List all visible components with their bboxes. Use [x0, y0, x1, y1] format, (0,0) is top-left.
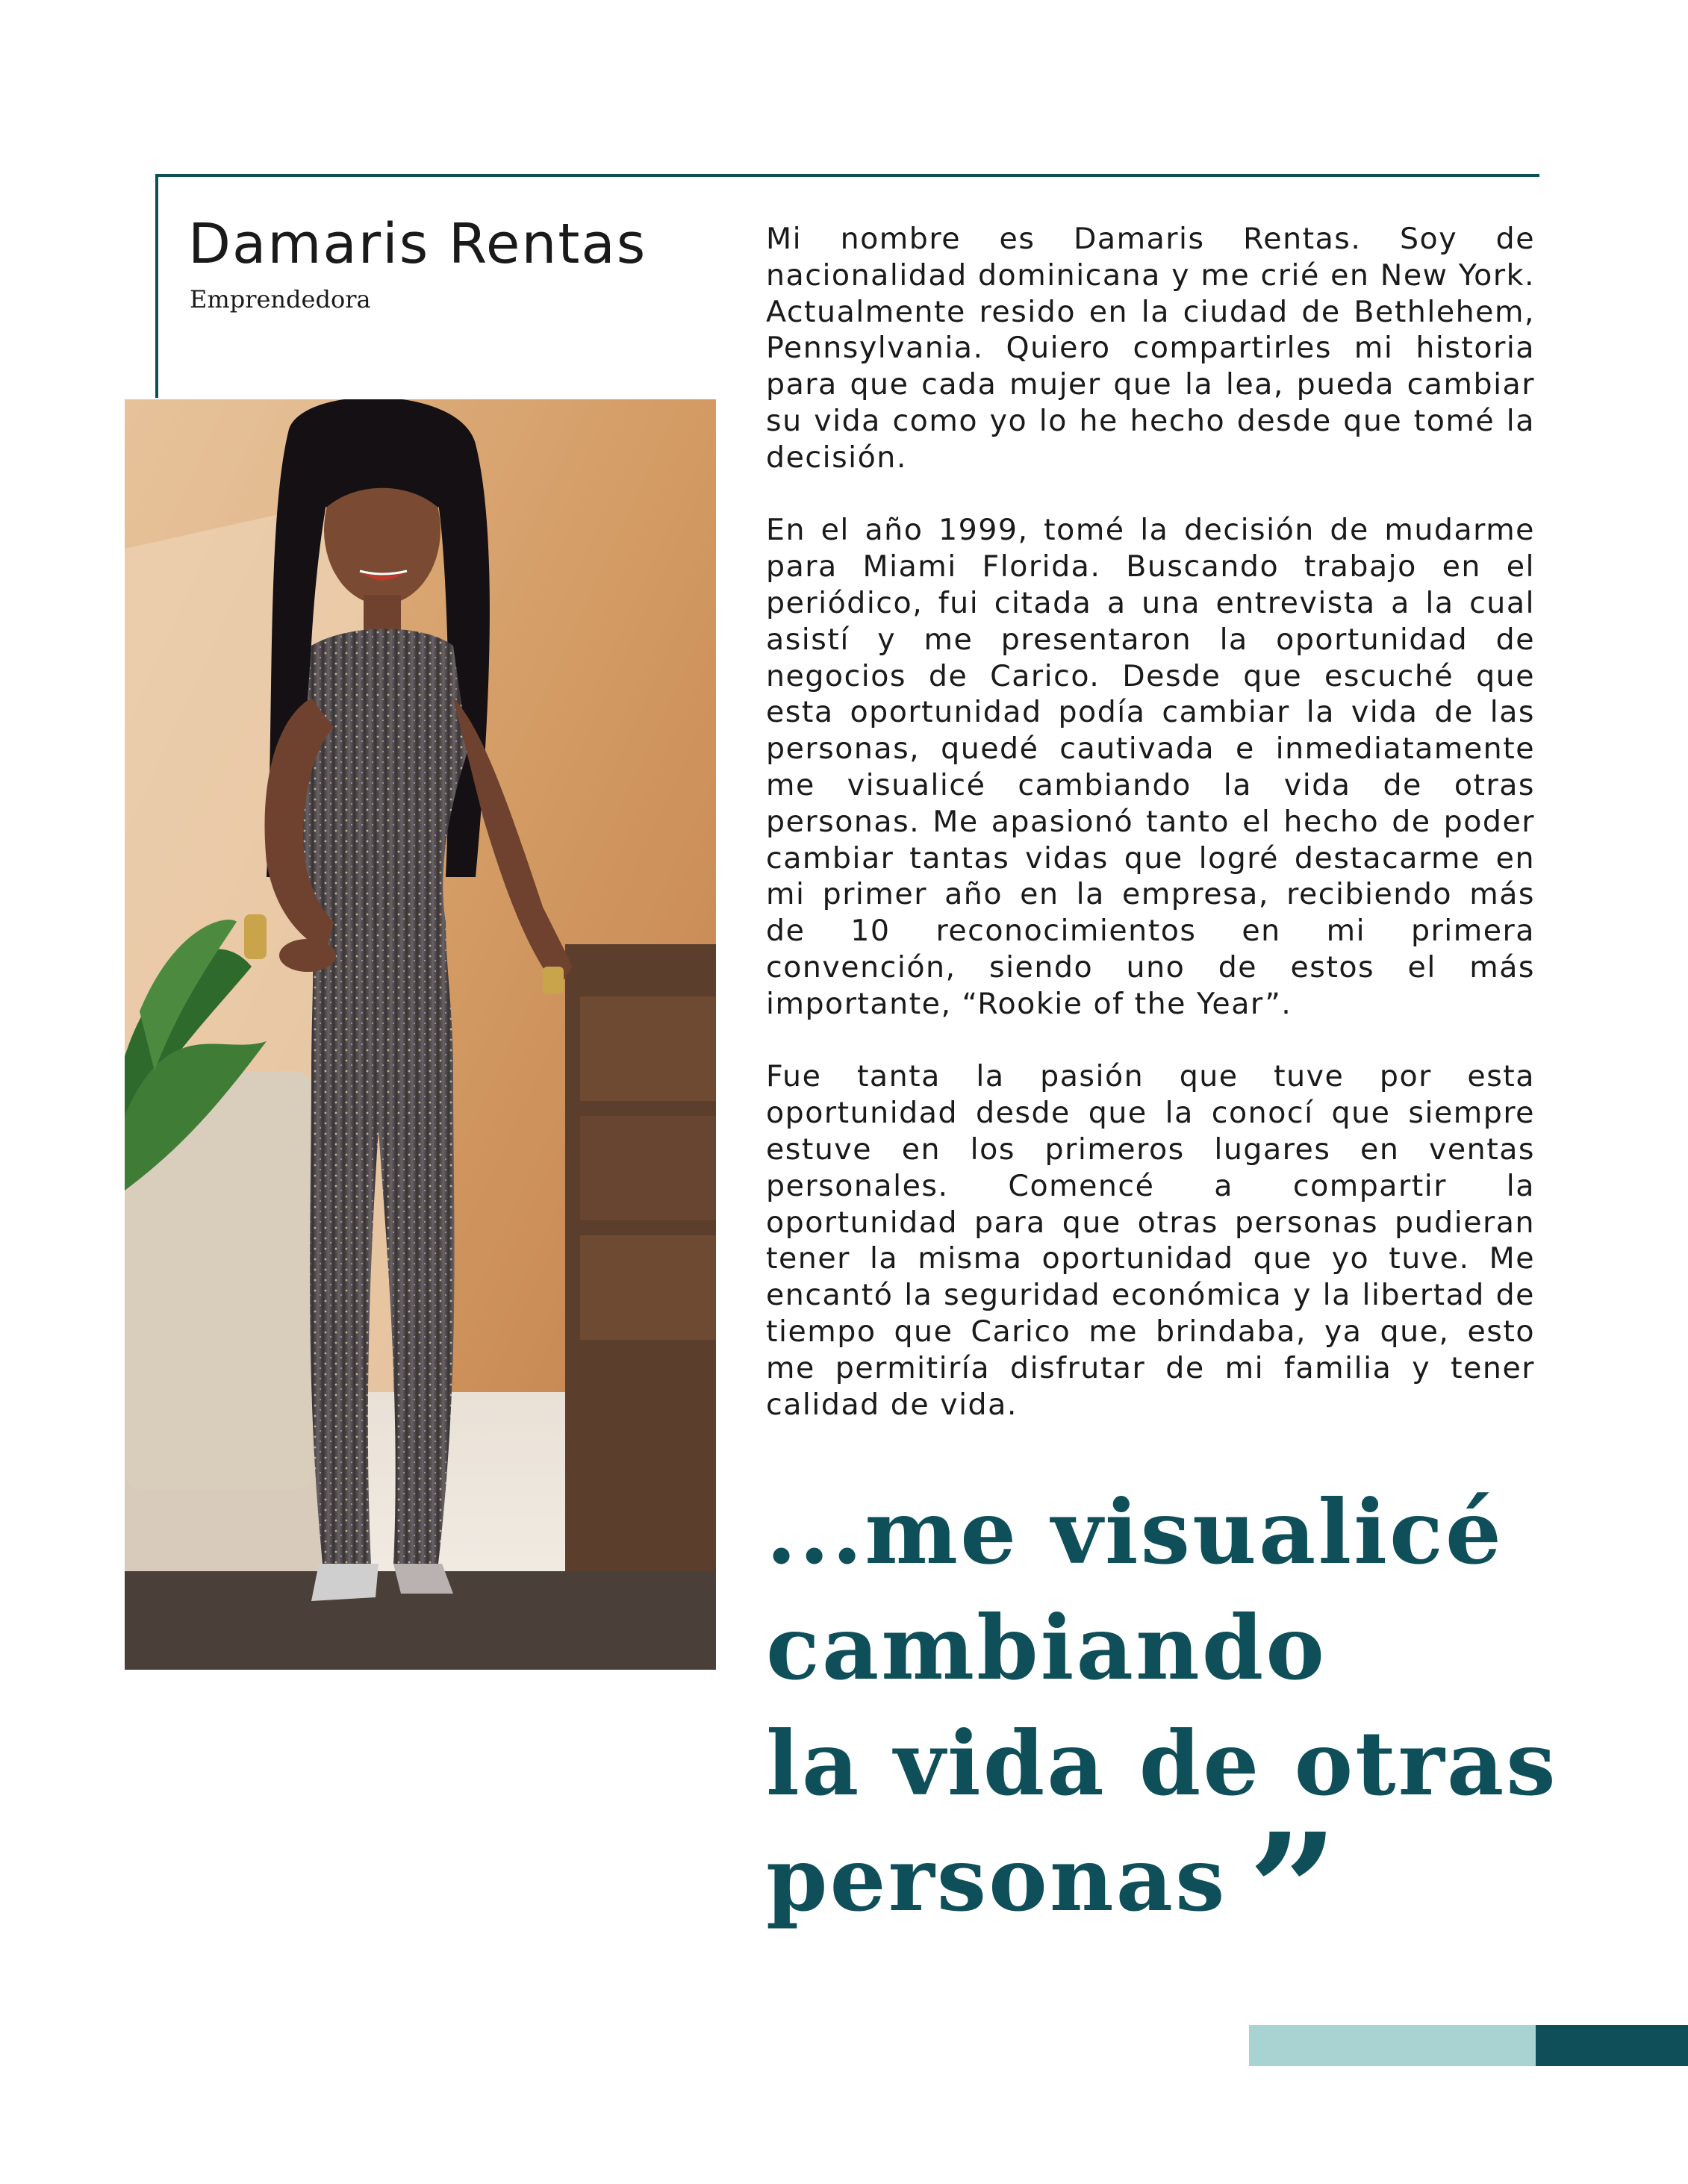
pull-quote-last-line [766, 1799, 1625, 1983]
pull-quote-line: la vida de otras [766, 1712, 1558, 1815]
story-text [766, 221, 1535, 1459]
pull-quote [766, 1474, 1625, 1983]
story-paragraph: En el año 1999, tomé la decisión de mudarme para Miami Florida. Buscando trabajo en el periódico, fui citada a una entrevista a la cual asistí y me presentaron la oportunidad de negocios de Carico. Desde que escuché que esta oportunidad podía cambiar la vida de las personas, quedé cautivada e inmediatamente me visualicé cambiando la vida de otras personas. Me apasionó tanto el hecho de poder cambiar tantas vidas que logré destacarme en mi primer año en la empresa, recibiendo más de 10 reconocimientos en mi primera convención, siendo uno de estos el más importante, “Rookie of the Year”. [766, 513, 1535, 1021]
pull-quote-line: cambiando [766, 1596, 1327, 1700]
footer-accent-bar-light [1249, 2025, 1536, 2066]
footer-accent-bar-dark [1536, 2025, 1688, 2066]
author-role: Emprendedora [190, 285, 371, 313]
frame-left-rule [155, 174, 158, 398]
story-paragraph: Mi nombre es Damaris Rentas. Soy de nacionalidad dominicana y me crié en New York. Actualmente resido en la ciudad de Bethlehem, Pennsylvania. Quiero compartirles mi historia para que cada mujer que la lea, pueda cambiar su vida como yo lo he hecho desde que tomé la decisión. [766, 222, 1535, 475]
author-name: Damaris Rentas [188, 212, 647, 276]
pull-quote-line: personas [766, 1827, 1227, 1931]
story-paragraph: Fue tanta la pasión que tuve por esta oportunidad desde que la conocí que siempre estuve en los primeros lugares en ventas personales. Comencé a compartir la oportunidad para que otras personas pudieran tener la misma oportunidad que yo tuve. Me encantó la seguridad económica y la libertad de tiempo que Carico me brindaba, ya que, esto me permitiría disfrutar de mi familia y tener calidad de vida. [766, 1059, 1535, 1422]
pull-quote-line: ...me visualicé [766, 1480, 1504, 1584]
frame-top-rule [155, 174, 1539, 177]
portrait-photo [125, 399, 716, 1670]
closing-quote-icon: ” [1248, 1799, 1341, 1983]
